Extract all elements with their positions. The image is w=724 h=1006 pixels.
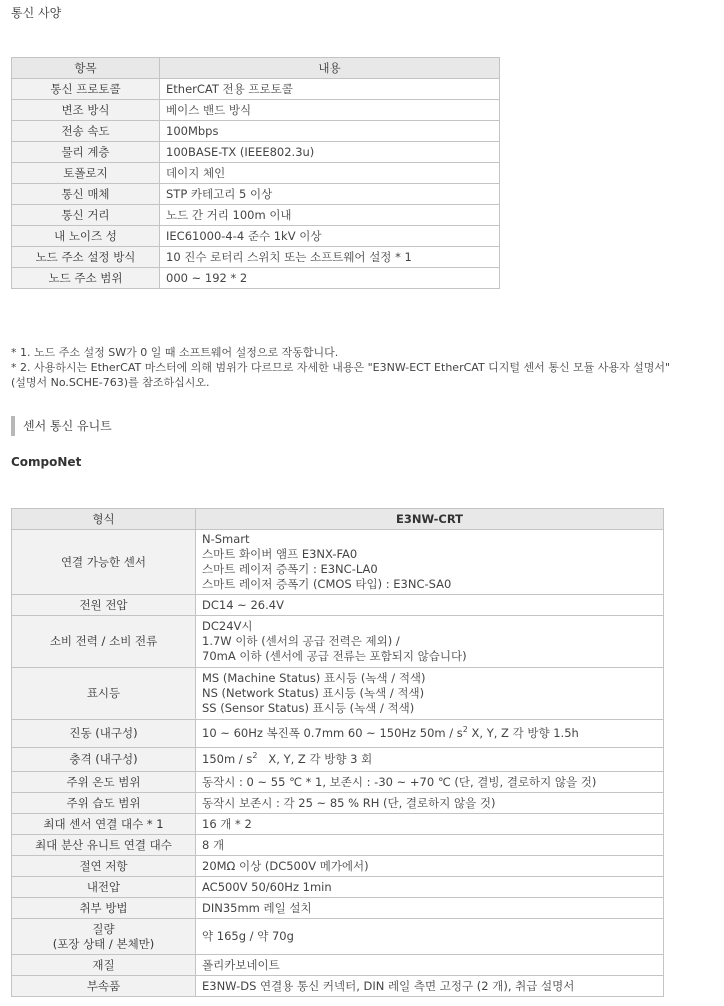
- row-label: 부속품: [12, 976, 196, 997]
- row-value: STP 카테고리 5 이상: [160, 184, 500, 205]
- row-value: [196, 530, 664, 595]
- row-value: [196, 668, 664, 720]
- table-row: [12, 616, 664, 668]
- table-row: [12, 668, 664, 720]
- table-row: [12, 79, 500, 100]
- value-line: DIN35mm 레일 설치: [202, 900, 312, 915]
- row-value: 데이지 체인: [160, 163, 500, 184]
- row-value: [196, 898, 664, 919]
- row-label: 질량 (포장 상태 / 본체만): [12, 919, 196, 955]
- value-line: E3NW-DS 연결용 통신 커넥터, DIN 레일 측면 고정구 (2 개), 취급 설명서: [202, 978, 575, 993]
- value-line: N-Smart: [202, 532, 250, 546]
- row-value: [196, 835, 664, 856]
- table-row: [12, 772, 664, 793]
- subsection-title: 센서 통신 유니트: [11, 416, 112, 436]
- value-line: 1.7W 이하 (센서의 공급 전력은 제외) /: [202, 634, 400, 648]
- row-label: 전송 속도: [12, 121, 160, 142]
- table-row: [12, 184, 500, 205]
- row-value: [196, 877, 664, 898]
- table-row: [12, 898, 664, 919]
- table-row: [12, 856, 664, 877]
- row-label: 주위 온도 범위: [12, 772, 196, 793]
- row-label: 표시등: [12, 668, 196, 720]
- row-label: 노드 주소 설정 방식: [12, 247, 160, 268]
- table-row: [12, 793, 664, 814]
- row-value: 100BASE-TX (IEEE802.3u): [160, 142, 500, 163]
- superscript: 2: [252, 751, 258, 761]
- section-title: 통신 사양: [11, 6, 62, 20]
- network-name: CompoNet: [11, 455, 82, 469]
- row-value: [196, 720, 664, 748]
- column-header: E3NW-CRT: [196, 509, 664, 530]
- value-line: 폴리카보네이트: [202, 957, 280, 972]
- superscript: 2: [462, 725, 468, 735]
- row-value: 베이스 밴드 방식: [160, 100, 500, 121]
- row-value: [196, 595, 664, 616]
- row-label: 절연 저항: [12, 856, 196, 877]
- comm-spec-table: [11, 57, 500, 289]
- row-label: 노드 주소 범위: [12, 268, 160, 289]
- value-text: X, Y, Z 각 방향 1.5h: [467, 726, 579, 740]
- table-row: [12, 121, 500, 142]
- value-line: 약 165g / 약 70g: [202, 929, 294, 943]
- row-value: [196, 616, 664, 668]
- row-label: 전원 전압: [12, 595, 196, 616]
- value-text: X, Y, Z 각 방향 3 회: [257, 752, 373, 766]
- row-label: 최대 분산 유니트 연결 대수: [12, 835, 196, 856]
- value-line: DC24V시: [202, 619, 253, 633]
- value-line: 20MΩ 이상 (DC500V 메가에서): [202, 858, 369, 873]
- value-line: 동작시 보존시 : 각 25 ~ 85 % RH (단, 결로하지 않을 것): [202, 795, 496, 810]
- table-row: [12, 163, 500, 184]
- row-value: 노드 간 거리 100m 이내: [160, 205, 500, 226]
- row-label: 진동 (내구성): [12, 720, 196, 748]
- row-value: [196, 919, 664, 955]
- row-label: 통신 매체: [12, 184, 160, 205]
- column-header: 항목: [12, 58, 160, 79]
- row-label: 재질: [12, 955, 196, 976]
- row-label: 충격 (내구성): [12, 748, 196, 772]
- row-value: 100Mbps: [160, 121, 500, 142]
- row-label: 연결 가능한 센서: [12, 530, 196, 595]
- row-label: 통신 프로토콜: [12, 79, 160, 100]
- row-value: [196, 793, 664, 814]
- row-label: 취부 방법: [12, 898, 196, 919]
- value-line: DC14 ~ 26.4V: [202, 597, 284, 612]
- row-label: 변조 방식: [12, 100, 160, 121]
- value-text: 10 ~ 60Hz 복진폭 0.7mm 60 ~ 150Hz 50m / s: [202, 726, 463, 740]
- row-label: 물리 계층: [12, 142, 160, 163]
- column-header: 내용: [160, 58, 500, 79]
- table-row: [12, 226, 500, 247]
- row-label: 내 노이즈 성: [12, 226, 160, 247]
- row-value: EtherCAT 전용 프로토콜: [160, 79, 500, 100]
- table-row: [12, 720, 664, 748]
- row-value: 000 ~ 192 * 2: [160, 268, 500, 289]
- row-label: 통신 거리: [12, 205, 160, 226]
- row-value: [196, 814, 664, 835]
- row-value: [196, 976, 664, 997]
- value-line: NS (Network Status) 표시등 (녹색 / 적색): [202, 686, 425, 700]
- value-line: 70mA 이하 (센서에 공급 전류는 포함되지 않습니다): [202, 649, 467, 663]
- table-row: [12, 100, 500, 121]
- row-label: 토폴로지: [12, 163, 160, 184]
- table-row: [12, 955, 664, 976]
- column-header: 형식: [12, 509, 196, 530]
- row-label: 주위 습도 범위: [12, 793, 196, 814]
- footnotes: [11, 345, 681, 390]
- row-value: 10 진수 로터리 스위치 또는 소프트웨어 설정 * 1: [160, 247, 500, 268]
- row-value: [196, 955, 664, 976]
- table-row: [12, 814, 664, 835]
- table-row: [12, 247, 500, 268]
- row-label: 내전압: [12, 877, 196, 898]
- row-value: [196, 772, 664, 793]
- value-line: 스마트 레이저 증폭기 (CMOS 타입) : E3NC-SA0: [202, 577, 452, 591]
- table-row: [12, 142, 500, 163]
- row-value: IEC61000-4-4 준수 1kV 이상: [160, 226, 500, 247]
- row-value: [196, 856, 664, 877]
- value-line: 16 개 * 2: [202, 816, 252, 831]
- table-row: [12, 748, 664, 772]
- table-row: [12, 919, 664, 955]
- value-line: AC500V 50/60Hz 1min: [202, 879, 332, 894]
- table-row: [12, 268, 500, 289]
- table-row: [12, 877, 664, 898]
- table-header-row: [12, 509, 664, 530]
- value-line: 스마트 화이버 앰프 E3NX-FA0: [202, 547, 358, 561]
- table-row: [12, 205, 500, 226]
- value-line: 스마트 레이저 증폭기 : E3NC-LA0: [202, 562, 378, 576]
- footnote: * 1. 노드 주소 설정 SW가 0 일 때 소프트웨어 설정으로 작동합니다.: [11, 346, 339, 359]
- table-row: [12, 595, 664, 616]
- value-line: SS (Sensor Status) 표시등 (녹색 / 적색): [202, 701, 415, 715]
- value-line: MS (Machine Status) 표시등 (녹색 / 적색): [202, 671, 426, 685]
- table-row: [12, 835, 664, 856]
- row-label: 최대 센서 연결 대수 * 1: [12, 814, 196, 835]
- footnote: * 2. 사용하시는 EtherCAT 마스터에 의해 범위가 다르므로 자세한 내용은 "E3NW-ECT EtherCAT 디지털 센서 통신 모듈 사용자 설명서"(설명서 No.SCHE-763)를 참조하십시오.: [11, 361, 671, 389]
- table-row: [12, 530, 664, 595]
- value-line: 8 개: [202, 837, 225, 852]
- value-text: 150m / s: [202, 752, 253, 766]
- row-label: 소비 전력 / 소비 전류: [12, 616, 196, 668]
- unit-spec-table: [11, 508, 664, 997]
- table-row: [12, 976, 664, 997]
- value-line: 동작시 : 0 ~ 55 ℃ * 1, 보존시 : -30 ~ +70 ℃ (단, 결빙, 결로하지 않을 것): [202, 774, 597, 789]
- row-value: [196, 748, 664, 772]
- table-header-row: [12, 58, 500, 79]
